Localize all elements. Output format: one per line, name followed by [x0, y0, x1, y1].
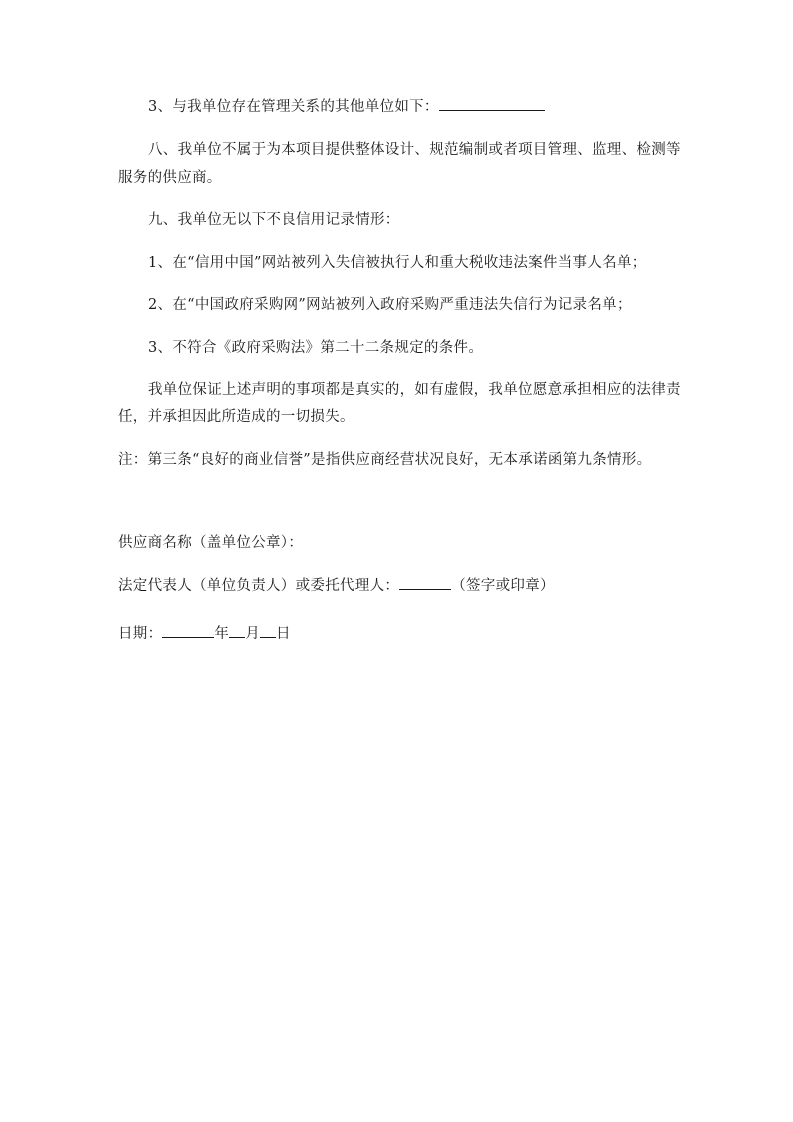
section-9-item-2: 2、在“中国政府采购网”网站被列入政府采购严重违法失信行为记录名单；	[148, 297, 632, 313]
note-paragraph: 注：第三条“良好的商业信誉”是指供应商经营状况良好，无本承诺函第九条情形。	[118, 452, 652, 468]
representative-label: 法定代表人（单位负责人）或委托代理人：	[118, 578, 400, 594]
item-3-relation-text: 3、与我单位存在管理关系的其他单位如下：	[148, 99, 439, 115]
relation-blank[interactable]	[439, 96, 545, 111]
section-9-item-1: 1、在“信用中国”网站被列入失信被执行人和重大税收违法案件当事人名单；	[148, 255, 647, 271]
item-3-relation-line	[148, 96, 545, 117]
day-label: 日	[276, 626, 291, 642]
guarantee-line-2: 任，并承担因此所造成的一切损失。	[118, 409, 355, 425]
section-9-item-3: 3、不符合《政府采购法》第二十二条规定的条件。	[148, 340, 484, 356]
year-blank[interactable]	[162, 623, 214, 638]
year-label: 年	[214, 626, 230, 642]
month-label: 月	[245, 626, 261, 642]
date-line	[118, 623, 291, 644]
representative-signature-blank[interactable]	[399, 575, 451, 590]
representative-line	[118, 575, 555, 596]
section-8-line-2: 服务的供应商。	[118, 170, 222, 186]
supplier-name-label: 供应商名称（盖单位公章）：	[118, 535, 304, 551]
guarantee-line-1: 我单位保证上述声明的事项都是真实的，如有虚假，我单位愿意承担相应的法律责	[148, 382, 681, 398]
section-8-line-1: 八、我单位不属于为本项目提供整体设计、规范编制或者项目管理、监理、检测等	[148, 142, 681, 158]
representative-suffix: （签字或印章）	[451, 578, 555, 594]
day-blank[interactable]	[260, 623, 276, 638]
section-9-heading: 九、我单位无以下不良信用记录情形：	[148, 212, 400, 228]
date-label: 日期：	[118, 626, 163, 642]
month-blank[interactable]	[229, 623, 245, 638]
